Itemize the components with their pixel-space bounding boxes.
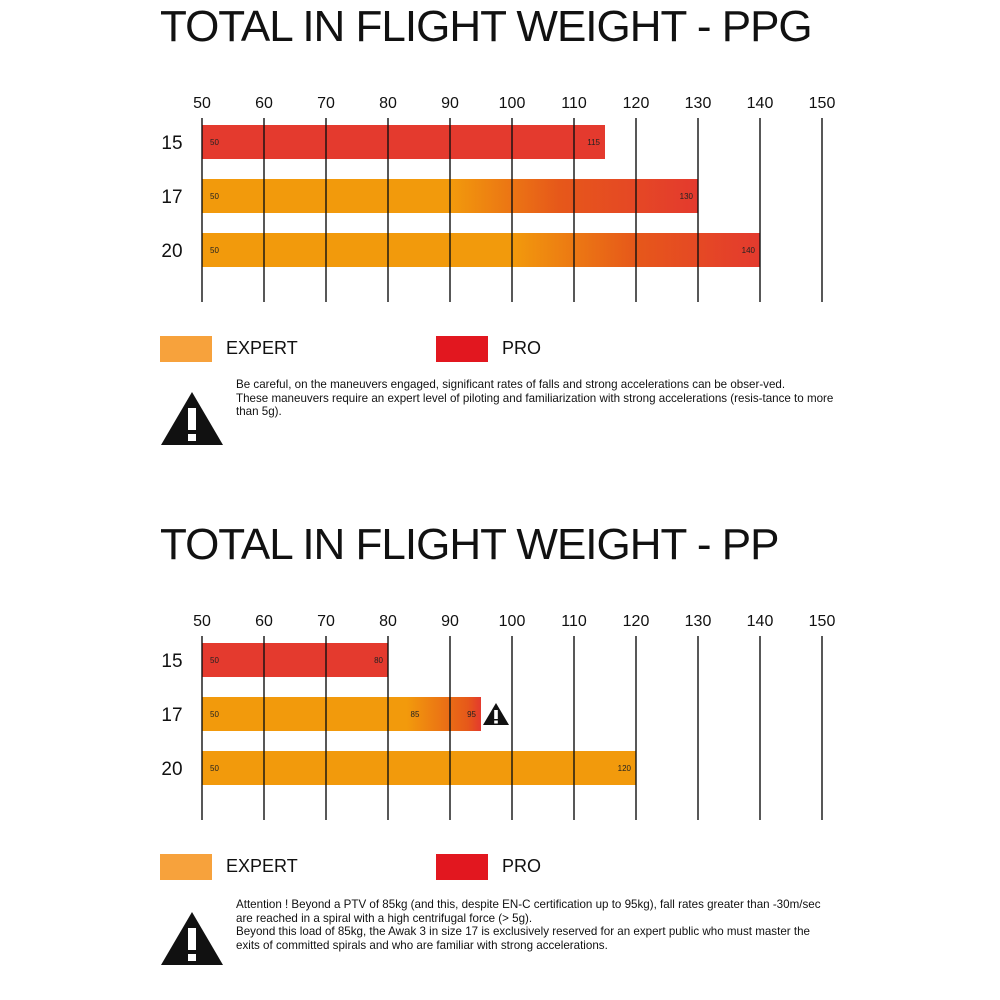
bar-start-label: 50 — [210, 710, 219, 719]
warning-triangle-icon — [483, 703, 509, 725]
ppg-legend — [160, 336, 660, 364]
ppg-warning — [160, 378, 840, 448]
warning-triangle-icon — [160, 390, 224, 446]
category-label: 17 — [161, 187, 183, 208]
ppg-weight-chart — [0, 90, 1000, 315]
x-tick-label: 80 — [379, 613, 397, 630]
bar-mid-label: 85 — [410, 710, 420, 719]
pp-weight-chart — [0, 608, 1000, 833]
x-tick-label: 90 — [441, 95, 459, 112]
bar-15 — [202, 125, 605, 159]
legend-expert-label: EXPERT — [226, 856, 298, 876]
chart-title-pp: TOTAL IN FLIGHT WEIGHT - PP — [160, 520, 779, 569]
bar-end-label: 140 — [741, 246, 755, 255]
legend-expert-swatch — [160, 336, 212, 362]
x-tick-label: 150 — [808, 613, 836, 630]
bar-start-label: 50 — [210, 192, 219, 201]
bar-17 — [202, 697, 481, 731]
category-label: 17 — [161, 705, 183, 726]
x-tick-label: 120 — [622, 95, 650, 112]
x-tick-label: 90 — [441, 613, 459, 630]
ppg-warning-text — [236, 378, 836, 419]
legend-pro-label: PRO — [502, 856, 542, 876]
x-tick-label: 100 — [498, 613, 526, 630]
pp-warning-text — [236, 898, 836, 952]
legend-pro-label: PRO — [502, 338, 542, 358]
bar-end-label: 80 — [374, 656, 383, 665]
bar-20 — [202, 233, 760, 267]
bar-20 — [202, 751, 636, 785]
x-tick-label: 80 — [379, 95, 397, 112]
warning-paragraph: Be careful, on the maneuvers engaged, significant rates of falls and strong accelerations can be obser-ved. — [236, 378, 786, 391]
bar-start-label: 50 — [210, 656, 219, 665]
x-tick-label: 130 — [684, 95, 712, 112]
x-tick-label: 130 — [684, 613, 712, 630]
x-tick-label: 50 — [193, 95, 211, 112]
bar-end-label: 120 — [617, 764, 631, 773]
x-tick-label: 120 — [622, 613, 650, 630]
bar-end-label: 95 — [467, 710, 476, 719]
x-tick-label: 60 — [255, 613, 273, 630]
pp-warning — [160, 898, 840, 968]
bar-start-label: 50 — [210, 246, 219, 255]
x-tick-label: 140 — [746, 613, 774, 630]
pp-legend — [160, 854, 660, 882]
x-tick-label: 150 — [808, 95, 836, 112]
legend-expert-swatch — [160, 854, 212, 880]
warning-paragraph: Attention ! Beyond a PTV of 85kg (and this, despite EN-C certification up to 95kg), fall rates greater than -30m/sec are reached in a spiral with a high centrifugal force (> 5g). — [236, 898, 821, 925]
x-tick-label: 70 — [317, 613, 335, 630]
category-label: 20 — [161, 759, 183, 780]
x-tick-label: 50 — [193, 613, 211, 630]
bar-15 — [202, 643, 388, 677]
category-label: 20 — [161, 241, 183, 262]
x-tick-label: 60 — [255, 95, 273, 112]
category-label: 15 — [161, 651, 183, 672]
x-tick-label: 140 — [746, 95, 774, 112]
legend-expert-label: EXPERT — [226, 338, 298, 358]
warning-triangle-icon — [160, 910, 224, 966]
category-label: 15 — [161, 133, 183, 154]
bar-start-label: 50 — [210, 764, 219, 773]
legend-pro-swatch — [436, 336, 488, 362]
bar-start-label: 50 — [210, 138, 219, 147]
warning-paragraph: Beyond this load of 85kg, the Awak 3 in size 17 is exclusively reserved for an expert public who must master the exits of committed spirals and who are familiar with strong accelerations. — [236, 925, 810, 952]
x-tick-label: 110 — [561, 95, 587, 112]
bar-end-label: 115 — [587, 138, 600, 147]
legend-pro-swatch — [436, 854, 488, 880]
x-tick-label: 70 — [317, 95, 335, 112]
bar-end-label: 130 — [679, 192, 693, 201]
chart-title-ppg: TOTAL IN FLIGHT WEIGHT - PPG — [160, 2, 812, 51]
x-tick-label: 100 — [498, 95, 526, 112]
warning-paragraph: These maneuvers require an expert level of piloting and familiarization with strong accelerations (resis-tance to more than 5g). — [236, 391, 834, 418]
x-tick-label: 110 — [561, 613, 587, 630]
